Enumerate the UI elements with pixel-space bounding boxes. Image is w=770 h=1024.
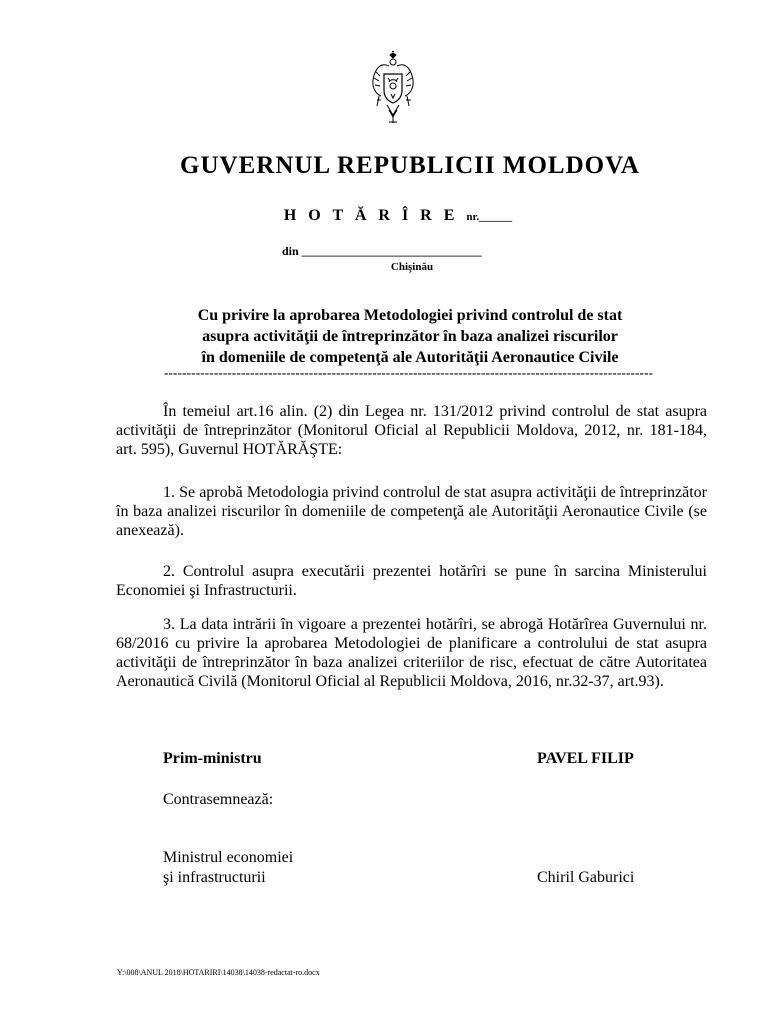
decision-number: nr.______ (466, 211, 513, 223)
preamble-paragraph: În temeiul art.16 alin. (2) din Legea nr. 131/2012 privind controlul de stat asupra activităţii de întreprinzător (Monitorul Oficial al Republicii Moldova, 2012, nr. 181-184, art. 595), Guvernul HOTĂRĂŞTE: (116, 403, 707, 458)
prime-minister-title: Prim-ministru (163, 750, 262, 767)
city-label: Chişinău (390, 261, 434, 273)
coat-of-arms-emblem (367, 50, 419, 130)
minister-title-line-2: şi infrastructurii (163, 869, 266, 886)
subject-line: asupra activităţii de întreprinzător în baza analizei riscurilor (202, 328, 618, 345)
point-2-paragraph: 2. Controlul asupra executării prezentei hotărîri se pune în sarcina Ministerului Economiei şi Infrastructurii. (116, 563, 707, 599)
prime-minister-name: PAVEL FILIP (537, 750, 634, 767)
file-path-footer: Y:\008\ANUL 2018\HOTARIRI\14038\14038-redactat-ro.docx (117, 968, 320, 977)
decision-word: H O T Ă R Î R E (283, 207, 459, 224)
countersign-label: Contrasemnează: (163, 791, 274, 808)
decision-heading (0, 207, 770, 225)
decision-subject (160, 305, 660, 368)
minister-title-line-1: Ministrul economiei (163, 849, 294, 866)
subject-separator: ------------------------------------------------------------------------------------------------------------ (164, 365, 654, 380)
point-1-paragraph: 1. Se aprobă Metodologia privind controlul de stat asupra activităţii de întreprinzător în baza analizei riscurilor în domeniile de competenţă ale Autorităţii Aeronautice Civile (se anexează). (116, 484, 707, 539)
government-title: GUVERNUL REPUBLICII MOLDOVA (180, 152, 640, 179)
subject-line: în domeniile de competenţă ale Autorităţii Aeronautice Civile (201, 349, 619, 366)
point-3-paragraph: 3. La data intrării în vigoare a prezentei hotărîri, se abrogă Hotărîrea Guvernului nr. 68/2016 cu privire la aprobarea Metodologiei de planificare a controlului de stat asupra activităţii de întreprinzător în baza analizei criteriilor de risc, efectuat de către Autoritatea Aeronautică Civilă (Monitorul Oficial al Republicii Moldova, 2016, nr.32-37, art.93). (116, 616, 707, 690)
date-line: din ______________________________ (282, 244, 482, 258)
minister-name: Chiril Gaburici (537, 869, 635, 886)
subject-line: Cu privire la aprobarea Metodologiei privind controlul de stat (197, 307, 623, 324)
